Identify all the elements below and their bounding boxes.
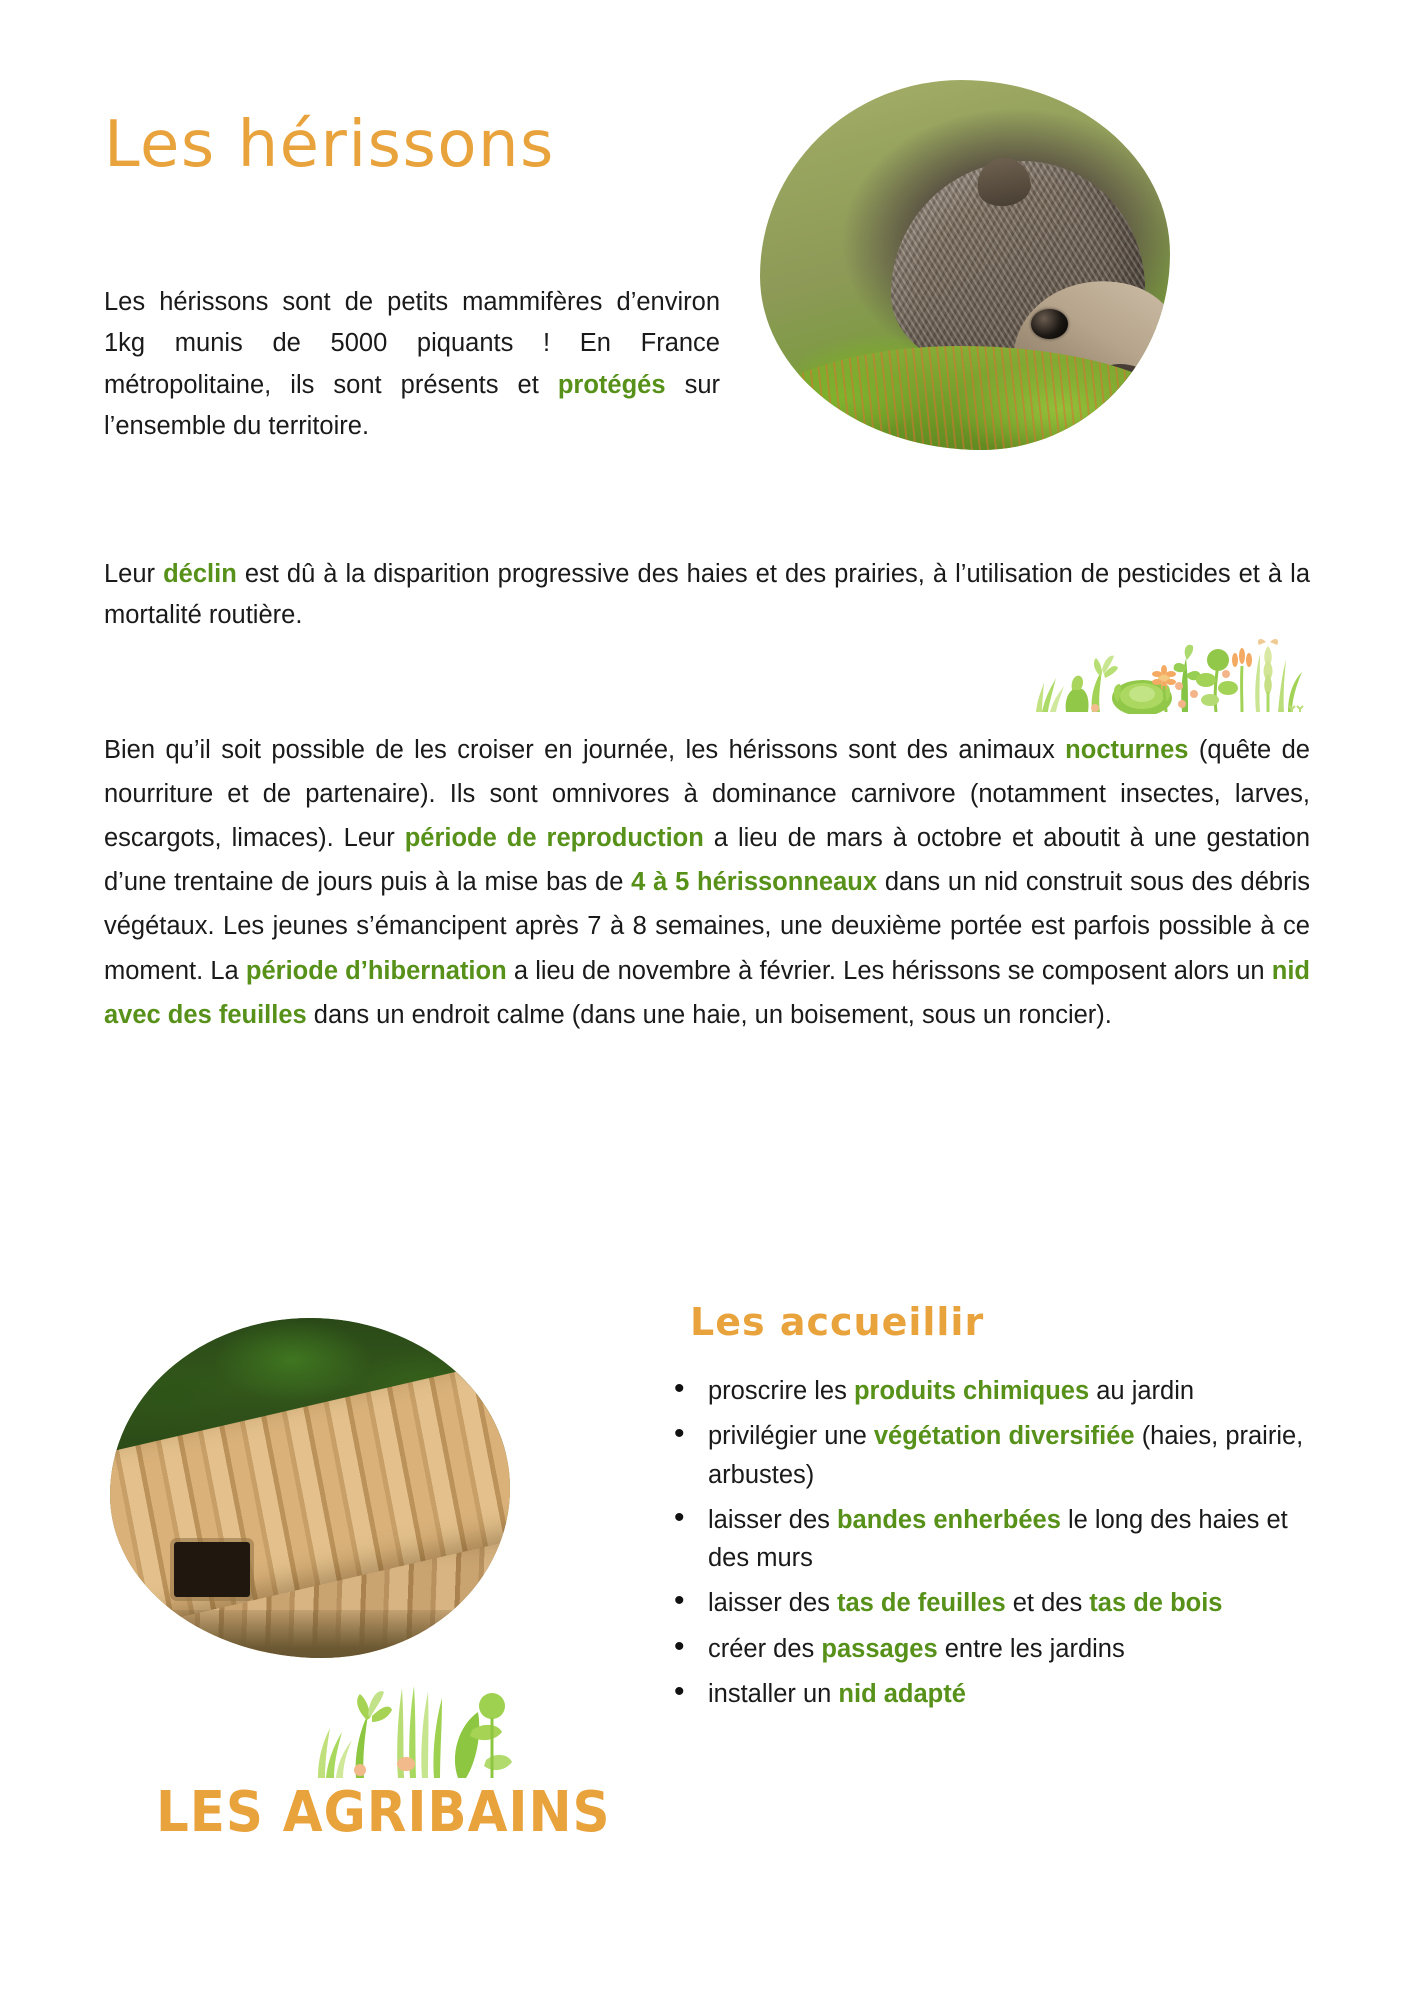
tip-bold: tas de feuilles — [836, 1589, 1006, 1618]
tip-mid: et des — [1005, 1589, 1090, 1618]
main-text-s3: a lieu de mars à octobre et aboutit à une gestation d’une trentaine de jours puis à la mise bas de — [104, 824, 1311, 897]
tip-pre: laisser des — [708, 1505, 837, 1534]
main-text-s4: dans un nid construit sous des débris végétaux. Les jeunes s’émancipent après 7 à 8 semaines, une deuxième portée est parfois possible à ce moment. La — [104, 868, 1310, 985]
tip-pre: créer des — [708, 1634, 822, 1663]
welcome-tips-list — [666, 1372, 1306, 1720]
brand-logo-text: LES AGRIBAINS — [156, 1780, 611, 1845]
main-text-s5: a lieu de novembre à février. Les hérissons se composent alors un — [506, 956, 1272, 985]
main-text-s6: dans un endroit calme (dans une haie, un boisement, sous un roncier). — [306, 1000, 1112, 1029]
hedgehog-house-photo — [110, 1318, 510, 1658]
intro-paragraph — [104, 282, 720, 447]
watercolor-vegetables-icon — [310, 1630, 520, 1780]
tip-post: au jardin — [1089, 1377, 1195, 1405]
tip-bold-2: tas de bois — [1089, 1589, 1223, 1618]
tip-post: (haies, prairie, arbustes) — [708, 1422, 1304, 1489]
intro-text-part2: sur l’ensemble du territoire. — [104, 370, 720, 440]
main-highlight-hibernation: période d’hibernation — [245, 956, 507, 985]
list-item — [666, 1372, 1306, 1410]
main-highlight-hedgehoglings: 4 à 5 hérissonneaux — [631, 868, 878, 897]
hedgehog-photo — [760, 80, 1170, 450]
decline-highlight: déclin — [163, 560, 237, 588]
watercolor-plants-icon — [1030, 636, 1305, 714]
decline-text-part1: Leur — [104, 560, 164, 588]
tip-bold: bandes enherbées — [836, 1505, 1061, 1534]
page-title: Les hérissons — [104, 108, 555, 182]
main-highlight-nocturnes: nocturnes — [1065, 736, 1189, 764]
tip-post: le long des haies et des murs — [708, 1505, 1288, 1572]
list-item — [666, 1584, 1306, 1622]
tip-bold: passages — [821, 1634, 938, 1663]
main-text-s1: Bien qu’il soit possible de les croiser en journée, les hérissons sont des animaux — [104, 736, 1066, 764]
decline-paragraph — [104, 554, 1310, 637]
main-highlight-reproduction: période de reproduction — [404, 824, 704, 853]
list-item — [666, 1675, 1306, 1713]
intro-highlight: protégés — [557, 370, 666, 399]
tip-post: entre les jardins — [937, 1634, 1125, 1663]
list-item — [666, 1501, 1306, 1578]
main-paragraph — [104, 728, 1310, 1037]
welcome-section-title: Les accueillir — [690, 1300, 985, 1344]
list-item — [666, 1417, 1306, 1494]
tip-pre: installer un — [708, 1679, 839, 1708]
main-highlight-nest: nid avec des feuilles — [104, 956, 1310, 1029]
decline-text-part2: est dû à la disparition progressive des haies et des prairies, à l’utilisation de pesticides et à la mortalité routière. — [104, 560, 1311, 630]
tip-bold: produits chimiques — [853, 1377, 1090, 1405]
tip-pre: laisser des — [708, 1589, 837, 1618]
hedgehog-eye — [1031, 309, 1068, 339]
main-text-s2: (quête de nourriture et de partenaire). Ils sont omnivores à dominance carnivore (notamment insectes, larves, escargots, limaces). Leur — [104, 736, 1310, 853]
brand-logo — [140, 1630, 611, 1960]
list-item — [666, 1630, 1306, 1668]
nest-entrance-hole — [174, 1542, 250, 1596]
tip-pre: proscrire les — [708, 1377, 854, 1405]
tip-bold: nid adapté — [838, 1679, 966, 1708]
intro-text-part1: Les hérissons sont de petits mammifères d’environ 1kg munis de 5000 piquants ! En France métropolitaine, ils sont présents et — [104, 288, 720, 399]
tip-bold: végétation diversifiée — [873, 1422, 1135, 1451]
tip-pre: privilégier une — [708, 1422, 874, 1451]
